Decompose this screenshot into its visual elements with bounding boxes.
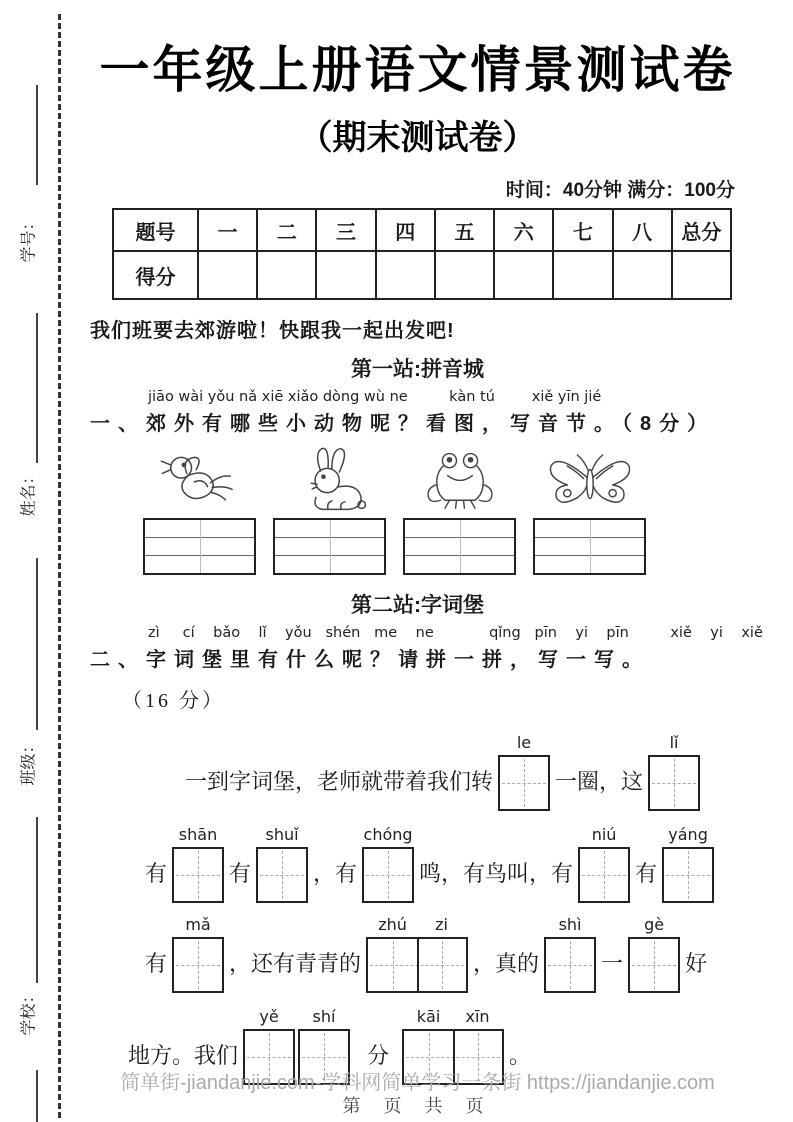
char-box-ge[interactable] — [628, 937, 680, 993]
char-box-shui[interactable] — [256, 847, 308, 903]
score-table-header-cell: 一 — [198, 209, 257, 251]
line1-text: 一到字词堡，老师就带着我们转 — [185, 769, 494, 794]
pinyin-hint: mǎ — [185, 915, 211, 934]
pinyin-hint: le — [516, 733, 532, 752]
pinyin-hint: gè — [644, 915, 665, 934]
line2-text: 鸣，有鸟叫，有 — [419, 861, 574, 886]
seal-dashed-line — [58, 14, 61, 1118]
line2-text: 有 — [635, 861, 658, 886]
time-score-info: 时间：40分钟 满分：100分 — [505, 180, 735, 201]
line4-text: 分 — [367, 1043, 390, 1068]
char-box-li[interactable] — [648, 755, 700, 811]
fill-line-2 — [145, 825, 745, 903]
station1-heading: 第一站:拼音城 — [351, 358, 484, 381]
intro-sentence: 我们班要去郊游啦！快跟我一起出发吧! — [90, 320, 455, 342]
score-table-header-cell: 题号 — [113, 209, 198, 251]
question1-text: 一、郊外有哪些小动物呢？看图，写音节。（8分） — [90, 413, 716, 435]
score-cell[interactable] — [672, 251, 731, 299]
pinyin-hint: niú — [591, 825, 617, 844]
score-table-header-cell: 三 — [316, 209, 375, 251]
score-table-header-cell: 四 — [376, 209, 435, 251]
name-label: 姓名： — [20, 468, 38, 517]
line3-text: 好 — [685, 951, 708, 976]
line2-text: ，有 — [313, 861, 358, 886]
score-cell[interactable] — [613, 251, 672, 299]
station2-heading: 第二站:字词堡 — [351, 594, 484, 617]
char-box-shan[interactable] — [172, 847, 224, 903]
pinyin-hint: yě — [259, 1007, 279, 1026]
pinyin-writing-grid[interactable] — [533, 518, 646, 575]
pinyin-writing-grid[interactable] — [403, 518, 516, 575]
char-box-zhuzi[interactable] — [366, 937, 468, 993]
line2-text: 有 — [229, 861, 252, 886]
score-table-header-cell: 八 — [613, 209, 672, 251]
animal-images-row — [143, 446, 745, 514]
footer-page-number: 第 页 共 页 — [342, 1096, 493, 1116]
bottom-fill-line — [36, 1070, 38, 1122]
student-id-label: 学号： — [20, 214, 38, 263]
score-table — [112, 208, 732, 300]
score-cell[interactable] — [316, 251, 375, 299]
pinyin-hint: chóng — [363, 825, 413, 844]
score-cell[interactable] — [494, 251, 553, 299]
pinyin-hint: zi — [435, 915, 448, 934]
class-label: 班级： — [20, 737, 38, 786]
pinyin-hint: zhú — [378, 915, 407, 934]
butterfly-image — [533, 446, 646, 514]
score-row-label: 得分 — [113, 251, 198, 299]
student-id-fill-line[interactable] — [36, 85, 38, 185]
score-cell[interactable] — [257, 251, 316, 299]
score-cell[interactable] — [435, 251, 494, 299]
char-box-ma[interactable] — [172, 937, 224, 993]
pinyin-hint: kāi — [416, 1007, 441, 1026]
question2-text: 二、字词堡里有什么呢？请拼一拼，写一写。 — [90, 649, 650, 671]
score-table-header-cell: 六 — [494, 209, 553, 251]
line3-text: 有 — [145, 951, 168, 976]
score-cell[interactable] — [376, 251, 435, 299]
line4-text: 。 — [509, 1043, 532, 1068]
question1-pinyin: jiāo wài yǒu nǎ xiē xiǎo dòng wù ne kàn tú xiě yīn jié — [148, 389, 602, 405]
page-title: 一年级上册语文情景测试卷 — [99, 42, 736, 98]
question2-points: （16 分） — [122, 690, 225, 712]
score-cell[interactable] — [198, 251, 257, 299]
pinyin-writing-grid[interactable] — [273, 518, 386, 575]
fill-line-3 — [145, 915, 745, 993]
pinyin-hint: yáng — [668, 825, 708, 844]
line2-text: 有 — [145, 861, 168, 886]
rabbit-image — [273, 446, 386, 514]
char-box-niu[interactable] — [578, 847, 630, 903]
score-cell[interactable] — [553, 251, 612, 299]
pinyin-hint: lǐ — [669, 733, 679, 752]
fill-line-1 — [185, 733, 745, 811]
bird-image — [143, 446, 256, 514]
score-table-header-cell: 二 — [257, 209, 316, 251]
page-subtitle: （期末测试卷） — [298, 119, 537, 157]
char-box-yang[interactable] — [662, 847, 714, 903]
pinyin-hint: shuǐ — [265, 825, 299, 844]
school-label: 学校： — [20, 987, 38, 1036]
score-table-header-cell: 五 — [435, 209, 494, 251]
char-box-le[interactable] — [498, 755, 550, 811]
frog-image — [403, 446, 516, 514]
footer-site-text: 简单街-jiandanjie.com-学科网简单学习一条街 https://jiandanjie.com — [120, 1072, 715, 1094]
char-box-chong[interactable] — [362, 847, 414, 903]
line3-text: ，真的 — [473, 951, 540, 976]
pinyin-hint: shān — [178, 825, 218, 844]
line1-text: 一圈，这 — [555, 769, 644, 794]
score-table-header-cell: 总分 — [672, 209, 731, 251]
pinyin-hint: shì — [558, 915, 582, 934]
pinyin-grid-row — [143, 518, 745, 575]
pinyin-hint: xīn — [465, 1007, 490, 1026]
pinyin-writing-grid[interactable] — [143, 518, 256, 575]
main-content — [90, 0, 763, 1085]
line3-text: ，还有青青的 — [229, 951, 362, 976]
score-table-header-cell: 七 — [553, 209, 612, 251]
char-box-shi[interactable] — [544, 937, 596, 993]
line3-text: 一 — [601, 951, 624, 976]
pinyin-hint: shí — [312, 1007, 336, 1026]
question2-pinyin: zì cí bǎo lǐ yǒu shén me ne qǐng pīn yi pīn xiě yi xiě — [148, 625, 763, 641]
line4-text: 地方。我们 — [128, 1043, 239, 1068]
